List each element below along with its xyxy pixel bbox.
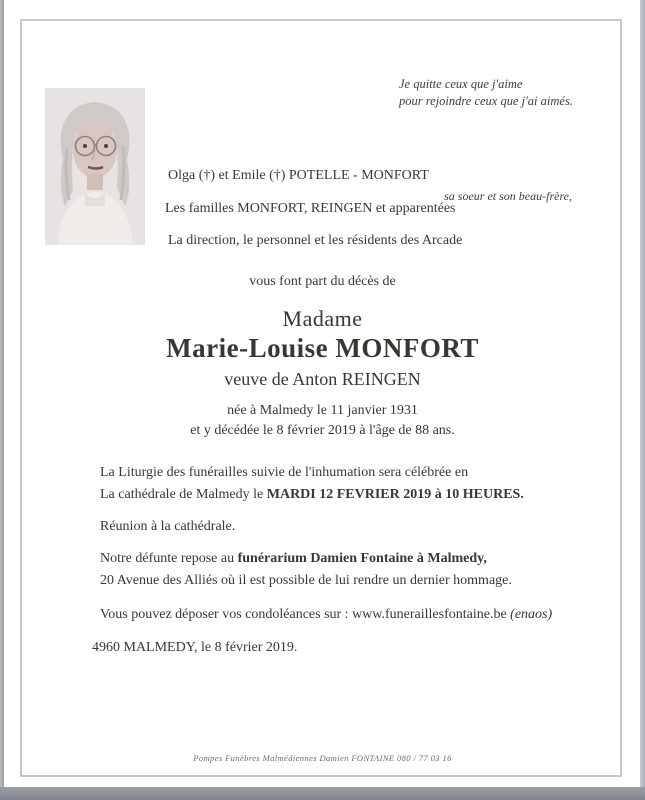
deceased-subtitle: veuve de Anton REINGEN xyxy=(224,369,421,389)
page-edge-left xyxy=(0,0,4,800)
announcer-line-1: Olga (†) et Emile (†) POTELLE - MONFORT xyxy=(168,168,429,183)
repose-line-1-normal: Notre défunte repose au xyxy=(100,551,238,566)
announcer-line-3: La direction, le personnel et les résidents des Arcade xyxy=(168,233,463,248)
funeral-home-footer: Pompes Funèbres Malmédiennes Damien FONTAINE 080 / 77 03 16 xyxy=(193,753,452,763)
dateline: 4960 MALMEDY, le 8 février 2019. xyxy=(92,640,298,655)
death-line: et y décédée le 8 février 2019 à l'âge de 88 ans. xyxy=(190,423,455,438)
deceased-name: Marie-Louise MONFORT xyxy=(166,333,479,363)
portrait-photo-image xyxy=(45,88,145,245)
page-shadow-bottom xyxy=(0,787,645,800)
ceremony-line-2 xyxy=(100,487,524,503)
condolences-enaos: (enaos) xyxy=(510,607,553,622)
repose-line-2: 20 Avenue des Alliés où il est possible de lui rendre un dernier hommage. xyxy=(100,573,512,588)
announcer-line-2: Les familles MONFORT, REINGEN et apparentées xyxy=(165,201,456,216)
quote-line-2: pour rejoindre ceux que j'ai aimés. xyxy=(399,94,573,108)
ceremony-date-bold: MARDI 12 FEVRIER 2019 à 10 HEURES. xyxy=(266,487,524,502)
memorial-quote xyxy=(399,76,573,110)
condolences-text: Vous pouvez déposer vos condoléances sur : www.funeraillesfontaine.be xyxy=(100,607,511,622)
birth-line: née à Malmedy le 11 janvier 1931 xyxy=(227,403,418,418)
condolences-line xyxy=(100,607,552,623)
quote-line-1: Je quitte ceux que j'aime xyxy=(399,77,523,91)
relation-note: sa soeur et son beau-frère, xyxy=(444,189,572,203)
deceased-title: Madame xyxy=(282,306,363,331)
ceremony-line-3: Réunion à la cathédrale. xyxy=(100,519,236,534)
repose-line-1 xyxy=(100,551,487,567)
portrait-photo xyxy=(45,88,145,245)
announcement-text: vous font part du décès de xyxy=(249,274,396,289)
ceremony-line-1: La Liturgie des funérailles suivie de l'inhumation sera célébrée en xyxy=(100,465,469,480)
page-shadow-right xyxy=(640,0,645,800)
ceremony-line-2-normal: La cathédrale de Malmedy le xyxy=(100,487,267,502)
funeral-home-bold: funérarium Damien Fontaine à Malmedy, xyxy=(237,551,487,566)
